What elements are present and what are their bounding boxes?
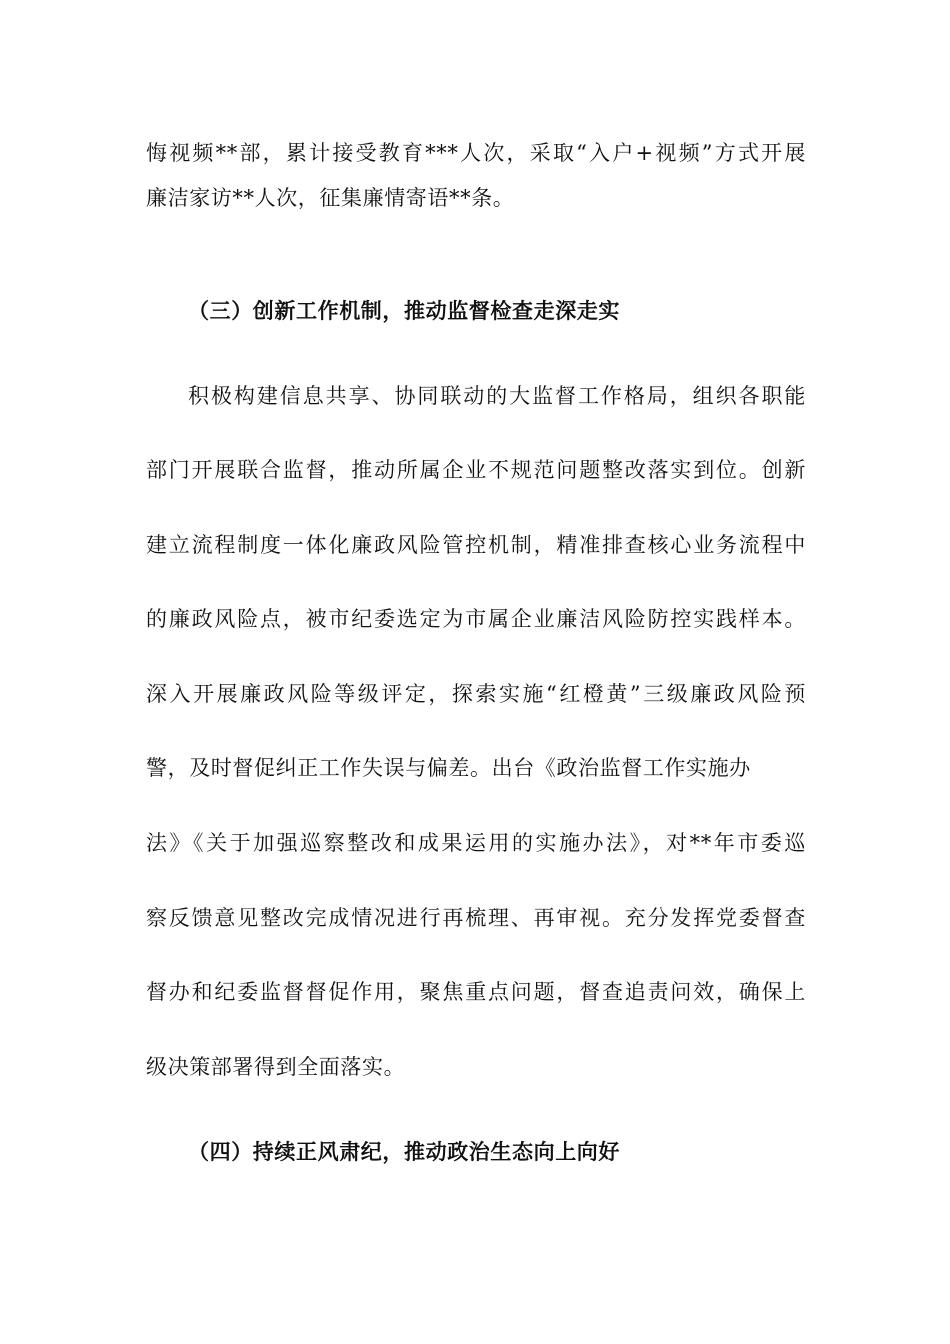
paragraph-line: 察反馈意见整改完成情况进行再梳理、再审视。充分发挥党委督查 [146,906,806,930]
paragraph-line: 警，及时督促纠正工作失误与偏差。出台《政治监督工作实施办 [146,756,751,780]
paragraph-line: 督办和纪委监督督促作用，聚焦重点问题，督查追责问效，确保上 [146,980,806,1004]
paragraph-line: 建立流程制度一体化廉政风险管控机制，精准排查核心业务流程中 [146,533,806,557]
paragraph-line: 廉洁家访**人次，征集廉情寄语**条。 [146,186,515,210]
paragraph-line: 悔视频**部，累计接受教育***人次，采取“入户+视频”方式开展 [146,141,806,165]
paragraph-line: 法》《关于加强巡察整改和成果运用的实施办法》，对**年市委巡 [146,831,806,855]
section-heading-4: （四）持续正风肃纪，推动政治生态向上向好 [188,1139,620,1164]
paragraph-line: 积极构建信息共享、协同联动的大监督工作格局，组织各职能 [188,384,806,408]
paragraph-line: 部门开展联合监督，推动所属企业不规范问题整改落实到位。创新 [146,458,806,482]
paragraph-line: 的廉政风险点，被市纪委选定为市属企业廉洁风险防控实践样本。 [146,607,806,631]
paragraph-line: 级决策部署得到全面落实。 [146,1055,406,1079]
paragraph-line: 深入开展廉政风险等级评定，探索实施“红橙黄”三级廉政风险预 [146,682,806,706]
section-heading-3: （三）创新工作机制，推动监督检查走深走实 [188,298,620,323]
